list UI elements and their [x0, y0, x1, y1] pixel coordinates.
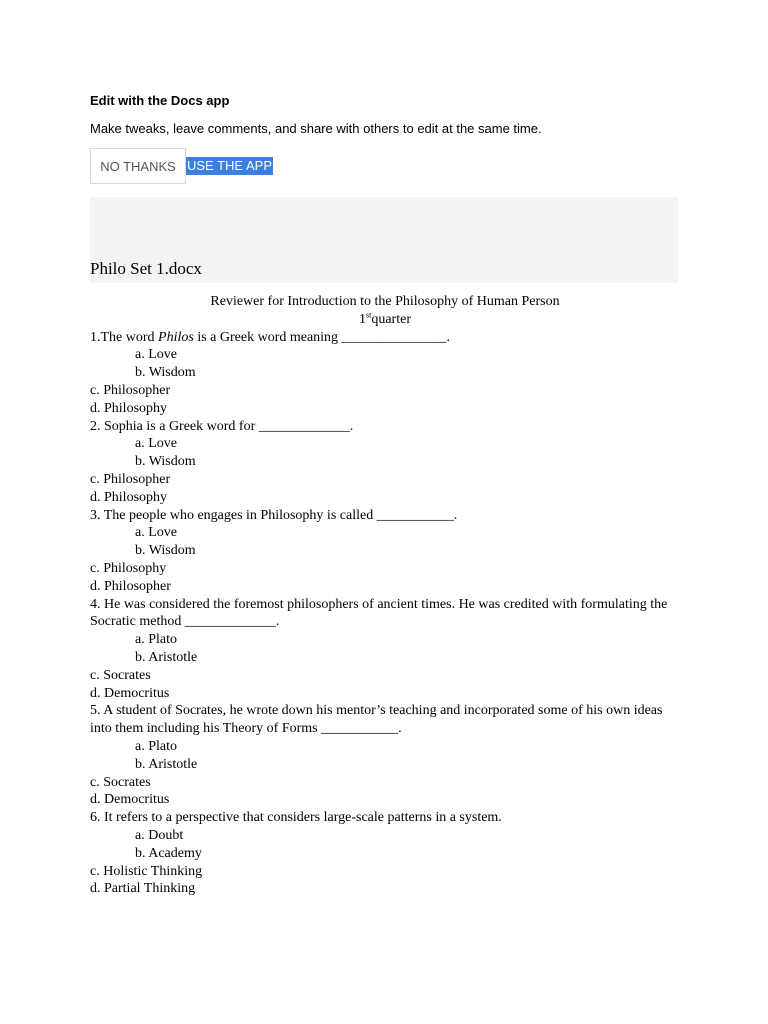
answer-option: a. Plato [135, 738, 177, 754]
answer-option: d. Philosophy [90, 400, 168, 416]
answer-option: d. Democritus [90, 792, 170, 808]
answer-option: b. Wisdom [135, 365, 196, 381]
answer-option: d. Philosopher [90, 578, 171, 594]
answer-option: c. Socrates [90, 667, 151, 683]
answer-option: d. Democritus [90, 685, 170, 701]
question-line [90, 329, 680, 347]
question-text-pre: 1.The word [90, 329, 159, 345]
answer-option: c. Holistic Thinking [90, 863, 203, 879]
answer-option: c. Philosopher [90, 471, 171, 487]
document-filename: Philo Set 1.docx [90, 259, 202, 278]
answer-option: d. Philosophy [90, 489, 168, 505]
answer-option: b. Wisdom [135, 454, 196, 470]
answer-option: c. Philosophy [90, 560, 167, 576]
question-line: 2. Sophia is a Greek word for _____________. [90, 418, 354, 434]
banner-title: Edit with the Docs app [90, 93, 230, 108]
banner-description: Make tweaks, leave comments, and share with others to edit at the same time. [90, 121, 542, 136]
quarter-number: 1 [359, 311, 366, 327]
answer-option: d. Partial Thinking [90, 881, 196, 897]
answer-option: a. Plato [135, 632, 177, 648]
question-text-post: is a Greek word meaning _______________. [193, 329, 451, 345]
banner-actions [90, 148, 273, 184]
answer-option: b. Academy [135, 845, 202, 861]
document-header [90, 197, 678, 283]
question-line: 3. The people who engages in Philosophy is called ___________. [90, 507, 458, 523]
answer-option: b. Wisdom [135, 543, 196, 559]
document-heading: Reviewer for Introduction to the Philosophy of Human Person [210, 294, 560, 309]
no-thanks-button[interactable]: NO THANKS [90, 148, 186, 184]
answer-option: a. Love [135, 436, 177, 452]
answer-option: b. Aristotle [135, 756, 198, 772]
answer-option: c. Philosopher [90, 382, 171, 398]
quarter-line [90, 311, 680, 329]
answer-option: a. Love [135, 347, 177, 363]
quarter-superscript: st [366, 310, 372, 320]
answer-option: b. Aristotle [135, 649, 198, 665]
question-line: 5. A student of Socrates, he wrote down his mentor’s teaching and incorporated some of his own ideas into them including his Theory of Forms ___________. [90, 703, 663, 737]
quarter-word: quarter [371, 311, 411, 327]
question-text-italic: Philos [158, 329, 194, 345]
answer-option: c. Socrates [90, 774, 151, 790]
answer-option: a. Love [135, 525, 177, 541]
answer-option: a. Doubt [135, 827, 184, 843]
question-line: 4. He was considered the foremost philosophers of ancient times. He was credited with formulating the Socratic method _____________. [90, 596, 668, 630]
document-body [90, 293, 680, 898]
question-line: 6. It refers to a perspective that considers large-scale patterns in a system. [90, 810, 502, 826]
use-the-app-button[interactable]: USE THE APP [187, 158, 273, 173]
